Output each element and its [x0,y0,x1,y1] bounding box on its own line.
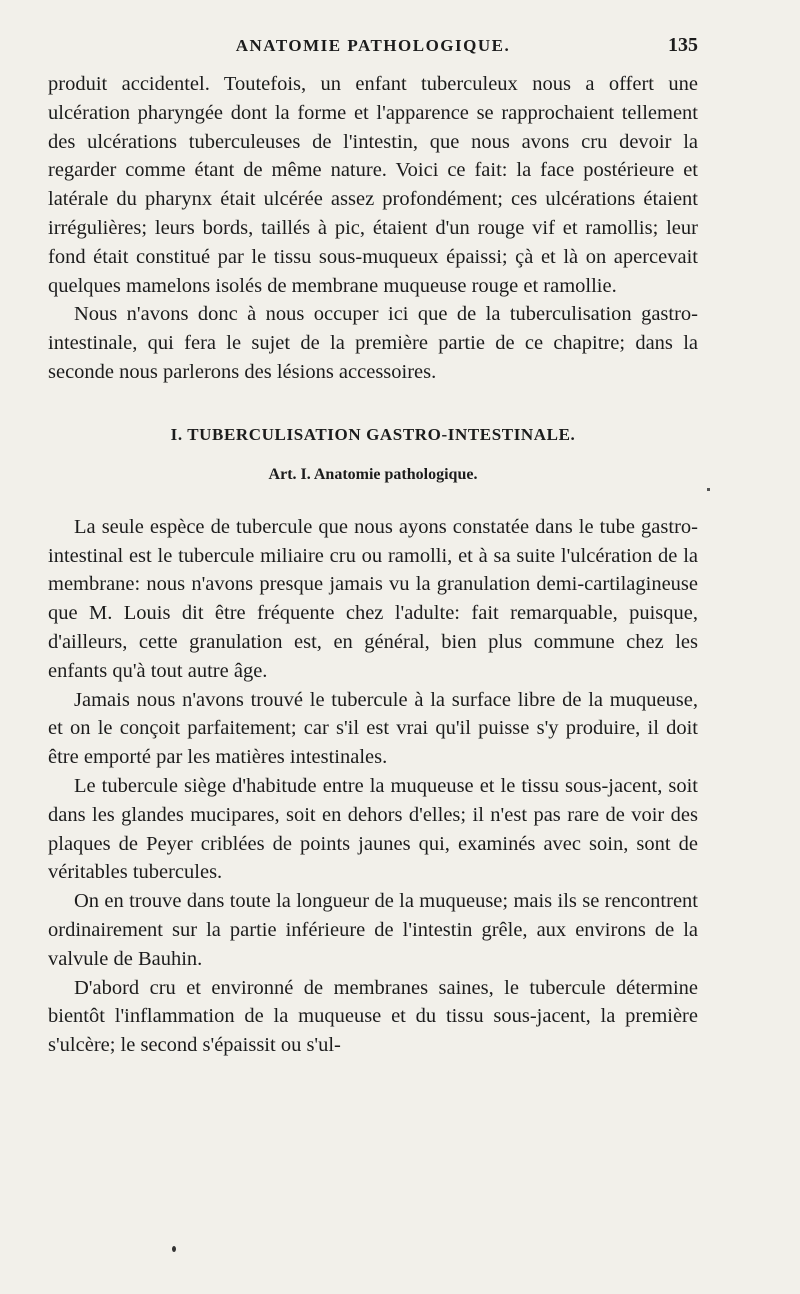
paragraph-2: Nous n'avons donc à nous occuper ici que de la tuberculisation gastro-intestinale, qui fera le sujet de la première partie de ce chapitre; dans la seconde nous parlerons des lésions accessoires. [48,303,698,383]
paragraph-7: D'abord cru et environné de membranes saines, le tubercule détermine bientôt l'inflammation de la muqueuse et du tissu sous-jacent, la première s'ulcère; le second s'épaissit ou s'ul- [48,976,698,1057]
body-text [48,70,698,1060]
article-heading: Art. I. Anatomie pathologique. [268,465,478,483]
paragraph-4: Jamais nous n'avons trouvé le tubercule à la surface libre de la muqueuse, et on le conçoit parfaitement; car s'il est vrai qu'il puisse s'y produire, il doit être emporté par les matières intestinales. [48,688,698,769]
ink-speck [707,488,710,491]
page-number: 135 [668,34,698,56]
ink-mark [172,1246,176,1252]
paragraph-6: On en trouve dans toute la longueur de la muqueuse; mais ils se rencontrent ordinairement sur la partie inférieure de l'intestin grêle, aux environs de la valvule de Bauhin. [48,890,698,970]
section-heading: I. TUBERCULISATION GASTRO-INTESTINALE. [170,424,576,444]
paragraph-1: produit accidentel. Toutefois, un enfant tuberculeux nous a offert une ulcération pharyngée dont la forme et l'apparence se rapprochaient tellement des ulcérations tuberculeuses de l'intestin, que nous avons cru devoir la regarder comme étant de même nature. Voici ce fait: la face postérieure et latérale du pharynx était ulcérée assez profondément; ces ulcérations étaient irrégulières; leurs bords, taillés à pic, étaient d'un rouge vif et ramollis; leur fond était constitué par le tissu sous-muqueux épaissi; çà et là on apercevait quelques mamelons isolés de membrane muqueuse rouge et ramollie. [48,73,698,297]
paragraph-5: Le tubercule siège d'habitude entre la muqueuse et le tissu sous-jacent, soit dans les glandes mucipares, soit en dehors d'elles; il n'est pas rare de voir des plaques de Peyer criblées de points jaunes qui, examinés avec soin, sont de véritables tubercules. [48,774,698,884]
running-header [48,36,698,66]
paragraph-3: La seule espèce de tubercule que nous ayons constatée dans le tube gastro-intestinal est le tubercule miliaire cru ou ramolli, et à sa suite l'ulcération de la membrane: nous n'avons presque jamais vu la granulation demi-cartilagineuse que M. Louis dit être fréquente chez l'adulte: fait remarquable, puisque, d'ailleurs, cette granulation est, en général, bien plus commune chez les enfants qu'à tout autre âge. [48,515,698,682]
running-title: ANATOMIE PATHOLOGIQUE. [235,36,511,55]
